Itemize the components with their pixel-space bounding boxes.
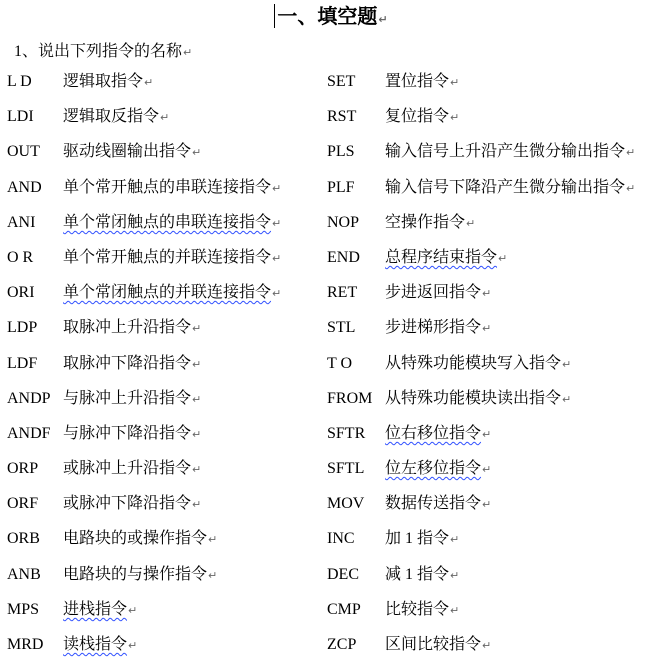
list-item (7, 492, 327, 527)
instruction-code: RET (327, 284, 358, 302)
instruction-code: MRD (7, 636, 44, 653)
instruction-code: MPS (7, 600, 40, 618)
instruction-desc: 逻辑取指令 (63, 73, 144, 90)
instruction-desc: 总程序结束指令 (385, 248, 498, 266)
list-item (7, 211, 327, 246)
instruction-desc: 单个常闭触点的串联连接指令 (63, 213, 272, 231)
instruction-code: L D (7, 73, 32, 90)
instruction-desc: 或脉冲下降沿指令 (63, 495, 192, 513)
instruction-desc: 取脉冲下降沿指令 (63, 354, 192, 372)
paragraph-mark-icon: ↵ (482, 639, 492, 652)
instruction-code: SET (327, 73, 356, 90)
paragraph-mark-icon: ↵ (272, 216, 282, 230)
paragraph-mark-icon: ↵ (192, 498, 202, 512)
paragraph-mark-icon: ↵ (482, 322, 492, 336)
question-prompt (14, 42, 192, 63)
paragraph-mark-icon: ↵ (128, 603, 138, 617)
list-item (327, 316, 657, 351)
list-item (7, 316, 327, 351)
paragraph-mark-icon: ↵ (272, 181, 282, 195)
instruction-desc: 从特殊功能模块读出指令 (385, 389, 562, 407)
instruction-code: ORI (7, 284, 35, 302)
text-cursor (274, 4, 275, 28)
instruction-code: ORF (7, 495, 39, 513)
instruction-code: END (327, 248, 360, 266)
instruction-desc: 输入信号下降沿产生微分输出指令 (385, 178, 626, 196)
instruction-code: STL (327, 319, 356, 337)
list-item (7, 598, 327, 633)
instruction-code: O R (7, 248, 34, 266)
paragraph-mark-icon: ↵ (626, 146, 636, 160)
instruction-desc: 进栈指令 (63, 600, 128, 618)
page-title (0, 4, 662, 33)
list-item (7, 70, 327, 105)
instruction-desc: 单个常开触点的并联连接指令 (63, 248, 272, 266)
instruction-code: FROM (327, 389, 373, 407)
right-instruction-list (327, 70, 657, 668)
instruction-code: ORP (7, 460, 39, 478)
instruction-code: DEC (327, 565, 359, 583)
instruction-desc: 与脉冲下降沿指令 (63, 424, 192, 442)
list-item (327, 598, 657, 633)
list-item (7, 176, 327, 211)
instruction-code: ANDF (7, 424, 51, 442)
paragraph-mark-icon: ↵ (192, 392, 202, 406)
instruction-desc: 输入信号上升沿产生微分输出指令 (385, 143, 626, 161)
paragraph-mark-icon: ↵ (208, 568, 218, 582)
instruction-code: LDP (7, 319, 38, 337)
instruction-code: ORB (7, 530, 40, 548)
instruction-code: SFTL (327, 460, 365, 478)
paragraph-mark-icon: ↵ (562, 392, 572, 406)
paragraph-mark-icon: ↵ (450, 603, 460, 617)
instruction-desc: 区间比较指令 (385, 636, 482, 653)
instruction-code: PLF (327, 178, 355, 196)
instruction-code: T O (327, 354, 353, 372)
instruction-desc: 位右移位指令 (385, 424, 482, 442)
list-item (7, 457, 327, 492)
list-item (7, 105, 327, 140)
instruction-desc: 步进梯形指令 (385, 319, 482, 337)
list-item (327, 352, 657, 387)
list-item (7, 422, 327, 457)
instruction-code: AND (7, 178, 42, 196)
subtitle-text: 1、说出下列指令的名称 (14, 43, 183, 60)
instruction-desc: 逻辑取反指令 (63, 108, 160, 126)
list-item (327, 527, 657, 562)
paragraph-mark-icon: ↵ (450, 76, 460, 89)
instruction-code: CMP (327, 600, 361, 618)
paragraph-mark-icon: ↵ (482, 498, 492, 512)
paragraph-mark-icon: ↵ (192, 322, 202, 336)
list-item (327, 457, 657, 492)
instruction-code: ANB (7, 565, 41, 583)
list-item (7, 387, 327, 422)
instruction-code: ANI (7, 213, 36, 231)
paragraph-mark-icon: ↵ (183, 46, 193, 59)
list-item (7, 563, 327, 598)
instruction-desc: 与脉冲上升沿指令 (63, 389, 192, 407)
instruction-desc: 单个常闭触点的并联连接指令 (63, 284, 272, 302)
list-item (327, 70, 657, 105)
instruction-desc: 电路块的与操作指令 (63, 565, 208, 583)
paragraph-mark-icon: ↵ (466, 216, 476, 230)
instruction-desc: 或脉冲上升沿指令 (63, 460, 192, 478)
paragraph-mark-icon: ↵ (192, 146, 202, 160)
paragraph-mark-icon: ↵ (450, 568, 460, 582)
instruction-desc: 数据传送指令 (385, 495, 482, 513)
paragraph-mark-icon: ↵ (626, 181, 636, 195)
paragraph-mark-icon: ↵ (482, 463, 492, 477)
instruction-desc: 读栈指令 (63, 636, 128, 653)
paragraph-mark-icon: ↵ (450, 111, 460, 125)
list-item (7, 633, 327, 668)
paragraph-mark-icon: ↵ (144, 76, 154, 89)
instruction-code: NOP (327, 213, 360, 231)
paragraph-mark-icon: ↵ (482, 427, 492, 441)
instruction-code: PLS (327, 143, 355, 161)
instruction-desc: 减 1 指令 (385, 565, 450, 583)
instruction-code: RST (327, 108, 357, 126)
list-item (327, 211, 657, 246)
instruction-code: ZCP (327, 636, 357, 653)
list-item (7, 527, 327, 562)
instruction-desc: 加 1 指令 (385, 530, 450, 548)
paragraph-mark-icon: ↵ (562, 357, 572, 371)
paragraph-mark-icon: ↵ (208, 533, 218, 547)
paragraph-mark-icon: ↵ (482, 287, 492, 301)
list-item (327, 563, 657, 598)
list-item (7, 281, 327, 316)
instruction-code: INC (327, 530, 355, 548)
list-item (327, 281, 657, 316)
instruction-code: OUT (7, 143, 40, 161)
instruction-code: SFTR (327, 424, 366, 442)
instruction-desc: 取脉冲上升沿指令 (63, 319, 192, 337)
instruction-desc: 复位指令 (385, 108, 450, 126)
left-instruction-list (7, 70, 327, 668)
instruction-code: LDF (7, 354, 38, 372)
list-item (327, 492, 657, 527)
instruction-desc: 单个常开触点的串联连接指令 (63, 178, 272, 196)
instruction-code: ANDP (7, 389, 51, 407)
list-item (327, 176, 657, 211)
instruction-desc: 从特殊功能模块写入指令 (385, 354, 562, 372)
list-item (327, 633, 657, 668)
instruction-desc: 步进返回指令 (385, 284, 482, 302)
list-item (327, 140, 657, 175)
instruction-code: MOV (327, 495, 365, 513)
paragraph-mark-icon: ↵ (128, 639, 138, 652)
paragraph-mark-icon: ↵ (192, 357, 202, 371)
list-item (327, 422, 657, 457)
instruction-desc: 空操作指令 (385, 213, 466, 231)
instruction-desc: 位左移位指令 (385, 460, 482, 478)
paragraph-mark-icon: ↵ (498, 251, 508, 265)
instruction-desc: 驱动线圈输出指令 (63, 143, 192, 161)
title-text: 一、填空题 (277, 6, 378, 28)
instruction-desc: 电路块的或操作指令 (63, 530, 208, 548)
list-item (7, 352, 327, 387)
paragraph-mark-icon: ↵ (378, 13, 388, 26)
instruction-code: LDI (7, 108, 34, 126)
list-item (7, 246, 327, 281)
paragraph-mark-icon: ↵ (160, 111, 170, 125)
list-item (7, 140, 327, 175)
paragraph-mark-icon: ↵ (450, 533, 460, 547)
list-item (327, 105, 657, 140)
paragraph-mark-icon: ↵ (272, 251, 282, 265)
paragraph-mark-icon: ↵ (192, 427, 202, 441)
paragraph-mark-icon: ↵ (192, 463, 202, 477)
list-item (327, 246, 657, 281)
instruction-desc: 置位指令 (385, 73, 450, 90)
paragraph-mark-icon: ↵ (272, 287, 282, 301)
list-item (327, 387, 657, 422)
instruction-desc: 比较指令 (385, 600, 450, 618)
